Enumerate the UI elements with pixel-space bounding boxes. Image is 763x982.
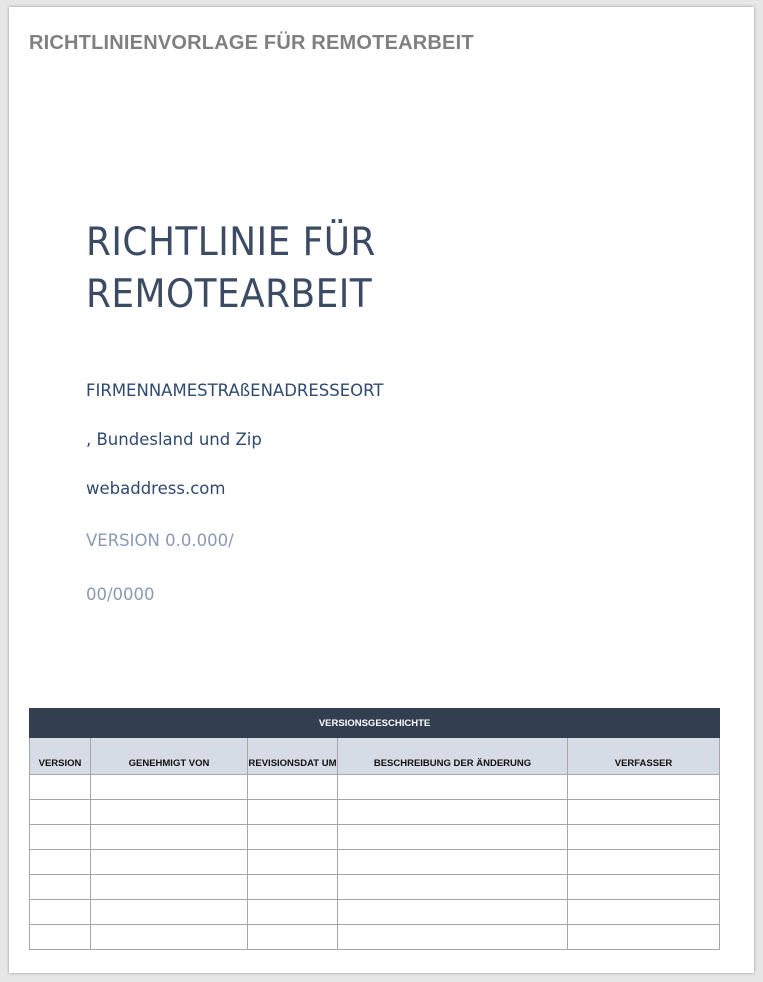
table-cell[interactable] bbox=[91, 775, 248, 800]
table-cell[interactable] bbox=[91, 875, 248, 900]
column-header-version: VERSION bbox=[30, 738, 91, 775]
main-title-line-2: REMOTEARBEIT bbox=[86, 272, 373, 317]
table-row bbox=[30, 825, 720, 850]
document-header-title: RICHTLINIENVORLAGE FÜR REMOTEARBEIT bbox=[29, 32, 474, 54]
table-cell[interactable] bbox=[91, 900, 248, 925]
table-cell[interactable] bbox=[30, 825, 91, 850]
table-cell[interactable] bbox=[568, 800, 720, 825]
table-row bbox=[30, 800, 720, 825]
table-cell[interactable] bbox=[338, 925, 568, 950]
table-cell[interactable] bbox=[91, 850, 248, 875]
table-cell[interactable] bbox=[568, 850, 720, 875]
table-cell[interactable] bbox=[338, 775, 568, 800]
version-line: VERSION 0.0.000/ bbox=[86, 531, 234, 550]
column-header-change-description: BESCHREIBUNG DER ÄNDERUNG bbox=[338, 738, 568, 775]
table-cell[interactable] bbox=[248, 775, 338, 800]
table-cell[interactable] bbox=[338, 800, 568, 825]
table-cell[interactable] bbox=[568, 925, 720, 950]
main-title-line-1: RICHTLINIE FÜR bbox=[86, 220, 376, 265]
company-address-line: FIRMENNAMESTRAßENADRESSEORT bbox=[86, 381, 384, 400]
table-row bbox=[30, 925, 720, 950]
table-cell[interactable] bbox=[248, 825, 338, 850]
table-cell[interactable] bbox=[91, 925, 248, 950]
table-cell[interactable] bbox=[30, 925, 91, 950]
table-cell[interactable] bbox=[30, 900, 91, 925]
table-cell[interactable] bbox=[248, 900, 338, 925]
table-cell[interactable] bbox=[30, 775, 91, 800]
table-cell[interactable] bbox=[338, 900, 568, 925]
table-cell[interactable] bbox=[338, 825, 568, 850]
column-header-author: VERFASSER bbox=[568, 738, 720, 775]
table-cell[interactable] bbox=[30, 875, 91, 900]
table-cell[interactable] bbox=[568, 825, 720, 850]
document-page bbox=[9, 7, 754, 973]
table-cell[interactable] bbox=[91, 800, 248, 825]
column-header-approved-by: GENEHMIGT VON bbox=[91, 738, 248, 775]
table-cell[interactable] bbox=[91, 825, 248, 850]
table-cell[interactable] bbox=[568, 775, 720, 800]
table-row bbox=[30, 775, 720, 800]
table-header-row bbox=[30, 738, 720, 775]
date-line: 00/0000 bbox=[86, 585, 155, 604]
table-cell[interactable] bbox=[338, 850, 568, 875]
table-cell[interactable] bbox=[30, 850, 91, 875]
table-body bbox=[30, 775, 720, 950]
table-cell[interactable] bbox=[248, 925, 338, 950]
version-history-table bbox=[29, 708, 720, 950]
table-cell[interactable] bbox=[248, 850, 338, 875]
table-cell[interactable] bbox=[568, 875, 720, 900]
web-address-line: webaddress.com bbox=[86, 479, 226, 498]
table-row bbox=[30, 900, 720, 925]
column-header-revision-date: REVISIONSDAT UM bbox=[248, 738, 338, 775]
table-cell[interactable] bbox=[248, 800, 338, 825]
table-cell[interactable] bbox=[30, 800, 91, 825]
table-row bbox=[30, 875, 720, 900]
table-cell[interactable] bbox=[338, 875, 568, 900]
table-cell[interactable] bbox=[248, 875, 338, 900]
table-cell[interactable] bbox=[568, 900, 720, 925]
version-history-title: VERSIONSGESCHICHTE bbox=[30, 709, 720, 738]
table-row bbox=[30, 850, 720, 875]
state-zip-line: , Bundesland und Zip bbox=[86, 430, 262, 449]
document-main-title bbox=[86, 217, 376, 321]
